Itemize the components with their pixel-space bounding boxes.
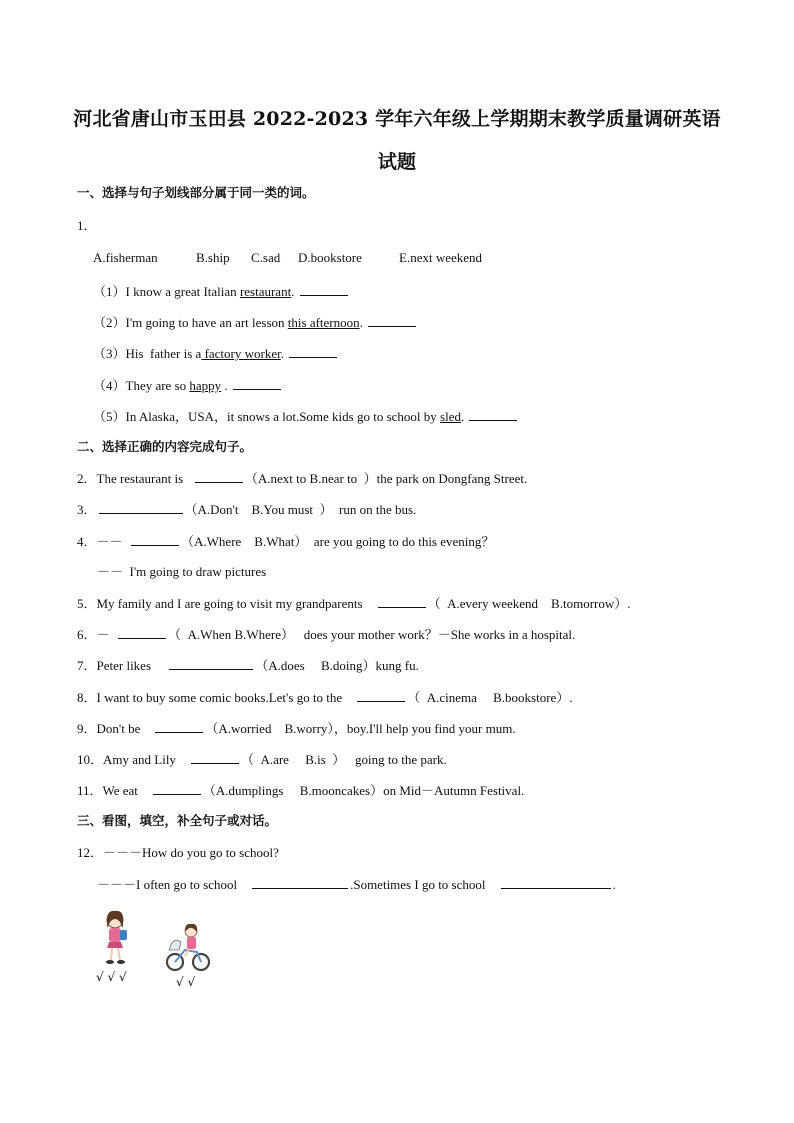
question-text: 3．: [77, 502, 97, 517]
answer-blank[interactable]: [155, 720, 203, 733]
question-text: 5．My family and I are going to visit my grandparents: [77, 596, 376, 611]
document-title-line-2: 试题: [377, 151, 417, 173]
section-3-heading: 三、看图，填空，补全句子或对话。: [77, 813, 278, 828]
item-text: .: [291, 284, 298, 299]
item-text: （5）In Alaska，USA，it snows a lot.Some kids go to school by: [93, 409, 441, 424]
question-2: [77, 470, 527, 487]
answer-blank[interactable]: [300, 283, 348, 296]
item-text: .: [280, 346, 288, 361]
answer-text: .: [612, 877, 616, 892]
underlined-word: factory worker: [201, 346, 281, 361]
answer-blank[interactable]: [357, 689, 405, 702]
question-3: [77, 501, 416, 518]
question-options: （A.dumplings B.mooncakes）on Mid－Autumn Festival.: [202, 783, 525, 798]
section-1-heading: 一、选择与句子划线部分属于同一类的词。: [77, 185, 315, 200]
answer-blank[interactable]: [153, 782, 201, 795]
walk-check-marks: √ √ √: [96, 970, 127, 984]
question-text: 8．I want to buy some comic books.Let's go to the: [77, 690, 356, 705]
question-text: 4．－－: [77, 534, 130, 549]
question-9: [77, 720, 516, 737]
question-4-reply: －－ I'm going to draw pictures: [97, 564, 267, 579]
question-options: （ A.cinema B.bookstore）.: [407, 690, 573, 705]
item-text: （2）I'm going to have an art lesson: [93, 315, 288, 330]
option-b: B.ship: [196, 250, 230, 265]
bike-check-marks: √ √: [176, 975, 196, 989]
question-text: 9．Don't be: [77, 721, 154, 736]
item-text: .: [460, 409, 468, 424]
girl-on-bike-image: [163, 922, 211, 972]
question-text: 10．Amy and Lily: [77, 752, 189, 767]
answer-blank[interactable]: [469, 408, 517, 421]
underlined-word: sled: [440, 409, 461, 424]
answer-blank[interactable]: [191, 751, 239, 764]
answer-blank[interactable]: [131, 533, 179, 546]
question-8: [77, 689, 573, 706]
answer-blank[interactable]: [368, 314, 416, 327]
item-text: .: [221, 378, 231, 393]
question-options: （ A.When B.Where） does your mother work？－She works in a hospital.: [168, 627, 576, 642]
option-c: C.sad: [251, 250, 281, 265]
question-1-number: 1．: [77, 218, 97, 233]
answer-blank[interactable]: [195, 470, 243, 483]
question-11: [77, 782, 524, 799]
question-options: （A.Where B.What） are you going to do this evening？: [181, 534, 495, 549]
answer-blank[interactable]: [118, 626, 166, 639]
question-text: 2．The restaurant is: [77, 471, 193, 486]
question-5: [77, 595, 631, 612]
question-4: [77, 533, 494, 550]
option-a: A.fisherman: [93, 250, 158, 265]
q1-item-2: [93, 314, 418, 331]
item-text: .: [359, 315, 367, 330]
option-d: D.bookstore: [298, 250, 362, 265]
option-e: E.next weekend: [399, 250, 483, 265]
question-options: （A.Don't B.You must ） run on the bus.: [184, 502, 417, 517]
answer-blank[interactable]: [378, 595, 426, 608]
question-options: （A.worried B.worry），boy.I'll help you find your mum.: [205, 721, 516, 736]
question-options: （ A.every weekend B.tomorrow）.: [427, 596, 631, 611]
q1-item-1: [93, 283, 350, 300]
q1-item-3: [93, 345, 339, 362]
item-text: （4）They are so: [93, 378, 190, 393]
question-options: （A.next to B.near to ）the park on Dongfang Street.: [244, 471, 528, 486]
item-text: （3）His father is a: [93, 346, 202, 361]
answer-blank[interactable]: [169, 657, 253, 670]
question-options: （ A.are B.is ） going to the park.: [240, 752, 447, 767]
q1-item-5: [93, 408, 519, 425]
question-12-answer: [97, 876, 616, 893]
question-text: 6．－: [77, 627, 117, 642]
item-text: （1）I know a great Italian: [93, 284, 240, 299]
question-12: 12．－－－How do you go to school?: [77, 845, 279, 860]
question-options: （A.does B.doing）kung fu.: [255, 658, 419, 673]
answer-blank[interactable]: [252, 876, 348, 889]
answer-blank[interactable]: [99, 501, 183, 514]
question-10: [77, 751, 447, 768]
question-text: 7．Peter likes: [77, 658, 168, 673]
question-text: 11．We eat: [77, 783, 151, 798]
question-7: [77, 657, 419, 674]
girl-walking-image: [98, 908, 132, 968]
underlined-word: this afternoon: [287, 315, 360, 330]
answer-blank[interactable]: [233, 377, 281, 390]
underlined-word: happy: [189, 378, 222, 393]
underlined-word: restaurant: [239, 284, 292, 299]
answer-text: .Sometimes I go to school: [350, 877, 499, 892]
question-6: [77, 626, 575, 643]
answer-blank[interactable]: [289, 345, 337, 358]
section-2-heading: 二、选择正确的内容完成句子。: [77, 439, 253, 454]
q1-item-4: [93, 377, 283, 394]
answer-text: －－－I often go to school: [97, 877, 251, 892]
document-title-line-1: 河北省唐山市玉田县 2022-2023 学年六年级上学期期末教学质量调研英语: [73, 108, 721, 130]
answer-blank[interactable]: [501, 876, 611, 889]
